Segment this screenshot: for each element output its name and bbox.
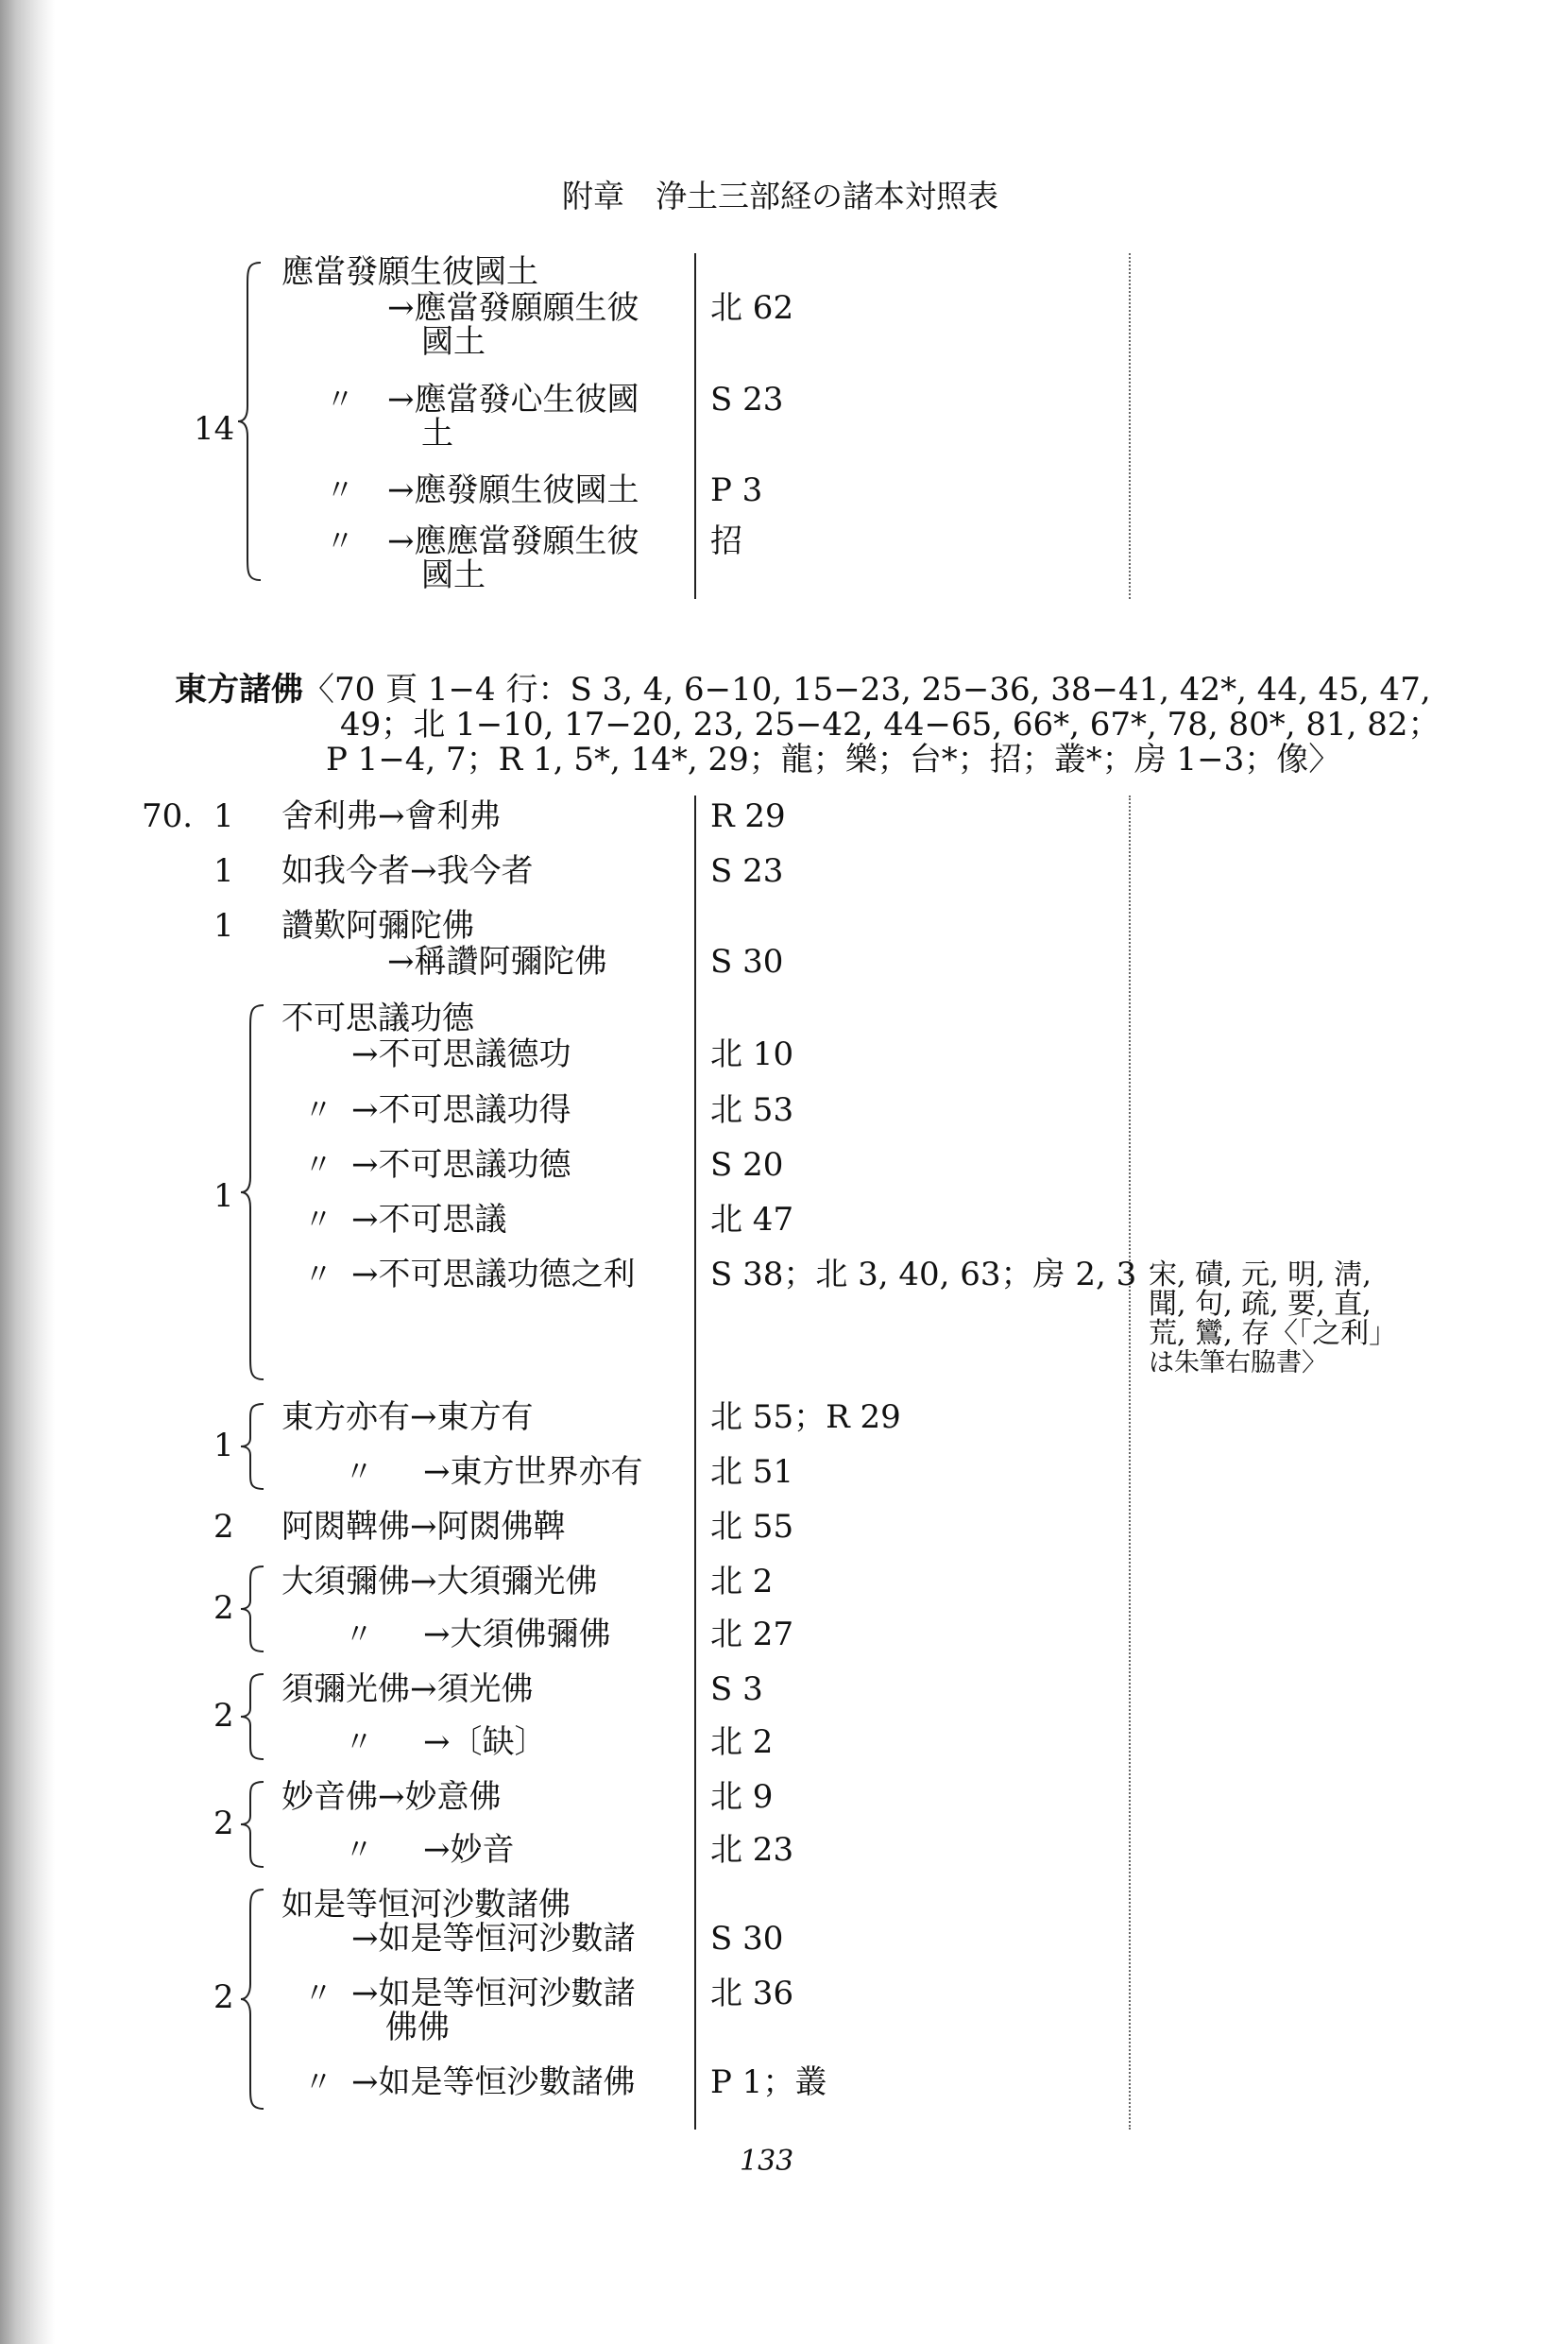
source-witness: 北 9 xyxy=(710,1778,774,1816)
ditto-mark: 〃 xyxy=(304,1977,332,2010)
page-number: 133 xyxy=(740,2145,794,2178)
variant-reading: 舍利弗→會利弗 xyxy=(281,797,502,835)
variant-reading-cont: 國土 xyxy=(421,556,486,594)
variant-reading: →不可思議功得 xyxy=(351,1091,571,1129)
source-witness: S 3 xyxy=(710,1670,763,1708)
source-witness: 北 36 xyxy=(710,1975,794,2012)
ditto-mark: 〃 xyxy=(326,525,354,558)
variant-reading: 妙音佛→妙意佛 xyxy=(281,1778,502,1816)
group-brace xyxy=(238,261,266,582)
group-number: 14 xyxy=(194,410,235,448)
variant-base: 如是等恒河沙數諸佛 xyxy=(281,1886,571,1924)
variant-base: 讚歎阿彌陀佛 xyxy=(281,907,474,945)
editorial-note: 宋, 磧, 元, 明, 淸, xyxy=(1149,1258,1372,1292)
source-witness: P 1；叢 xyxy=(710,2063,827,2101)
page-number-ref: 70. xyxy=(142,797,194,835)
ditto-mark: 〃 xyxy=(304,1149,332,1182)
variant-reading: →應應當發願生彼 xyxy=(387,522,639,560)
ditto-mark: 〃 xyxy=(326,384,354,417)
note-column-rule xyxy=(1129,796,1131,2130)
ditto-mark: 〃 xyxy=(304,1094,332,1127)
ditto-mark: 〃 xyxy=(304,1204,332,1237)
source-witness: 北 51 xyxy=(710,1453,794,1491)
source-witness: 招 xyxy=(710,522,742,560)
line-number: 2 xyxy=(213,1508,234,1546)
group-brace xyxy=(241,1672,269,1761)
ditto-mark: 〃 xyxy=(304,2066,332,2099)
source-witness: R 29 xyxy=(710,797,786,835)
line-number: 1 xyxy=(213,1177,234,1215)
source-witness: 北 62 xyxy=(710,289,794,327)
variant-reading: 如我今者→我今者 xyxy=(281,852,534,890)
source-witness: 北 10 xyxy=(710,1035,794,1073)
ditto-mark: 〃 xyxy=(345,1726,373,1759)
group-brace xyxy=(241,1003,269,1381)
source-witness: S 23 xyxy=(710,852,784,890)
source-witness: 北 55；R 29 xyxy=(710,1398,901,1436)
ditto-mark: 〃 xyxy=(345,1834,373,1867)
editorial-note: 荒, 鸞, 存〈「之利」 xyxy=(1149,1317,1398,1350)
source-witness: 北 55 xyxy=(710,1508,794,1546)
editorial-note: 聞, 句, 疏, 要, 直, xyxy=(1149,1288,1372,1321)
ditto-mark: 〃 xyxy=(326,474,354,507)
line-number: 1 xyxy=(213,797,234,835)
line-number: 1 xyxy=(213,852,234,890)
source-witness: 北 2 xyxy=(710,1563,774,1600)
variant-reading: →大須佛彌佛 xyxy=(423,1616,611,1653)
variant-reading: →〔缺〕 xyxy=(423,1723,547,1761)
source-column-rule-top xyxy=(694,253,696,599)
source-witness: 北 47 xyxy=(710,1201,794,1239)
variant-reading: 大須彌佛→大須彌光佛 xyxy=(281,1563,598,1600)
group-brace xyxy=(241,1402,269,1491)
section-witness-list: 〈70 頁 1−4 行：S 3, 4, 6−10, 15−23, 25−36, 38−41, 42*, 44, 45, 47, xyxy=(302,671,1431,709)
source-witness: S 30 xyxy=(710,1920,784,1958)
variant-reading: →稱讚阿彌陀佛 xyxy=(387,943,607,981)
line-number: 2 xyxy=(213,1697,234,1735)
variant-reading: →如是等恒河沙數諸 xyxy=(351,1975,636,2012)
variant-reading: 阿閦鞞佛→阿閦佛鞞 xyxy=(281,1508,566,1546)
line-number: 2 xyxy=(213,1978,234,2016)
section-witness-list: P 1−4, 7；R 1, 5*, 14*, 29；龍；樂；台*；招；叢*；房 1−3；像〉 xyxy=(326,741,1341,778)
source-witness: S 30 xyxy=(710,943,784,981)
editorial-note: は朱筆右脇書〉 xyxy=(1149,1348,1327,1377)
variant-reading: →妙音 xyxy=(423,1831,515,1869)
scan-edge-shadow xyxy=(0,0,55,2344)
variant-reading: →應當發願願生彼 xyxy=(387,289,639,327)
source-witness: P 3 xyxy=(710,471,763,509)
source-witness: 北 27 xyxy=(710,1616,794,1653)
variant-reading: →不可思議 xyxy=(351,1201,507,1239)
source-witness: S 20 xyxy=(710,1146,784,1184)
ditto-mark: 〃 xyxy=(345,1618,373,1651)
variant-base: 不可思議功德 xyxy=(281,1000,474,1037)
variant-reading: →不可思議功德 xyxy=(351,1146,571,1184)
variant-reading-cont: 佛佛 xyxy=(385,2009,450,2046)
line-number: 1 xyxy=(213,907,234,945)
ditto-mark: 〃 xyxy=(345,1456,373,1489)
variant-reading: →應當發心生彼國 xyxy=(387,381,639,419)
line-number: 2 xyxy=(213,1805,234,1842)
group-brace xyxy=(241,1565,269,1653)
source-witness: S 23 xyxy=(710,381,784,419)
variant-reading-cont: 土 xyxy=(421,415,453,453)
variant-reading: →應發願生彼國土 xyxy=(387,471,639,509)
variant-reading: →東方世界亦有 xyxy=(423,1453,643,1491)
variant-reading: →如是等恒沙數諸佛 xyxy=(351,2063,636,2101)
variant-reading: →不可思議德功 xyxy=(351,1035,571,1073)
line-number: 2 xyxy=(213,1589,234,1627)
line-number: 1 xyxy=(213,1427,234,1464)
note-column-rule-top xyxy=(1129,253,1131,599)
source-column-rule xyxy=(694,796,696,2130)
source-witness: 北 23 xyxy=(710,1831,794,1869)
source-witness: 北 53 xyxy=(710,1091,794,1129)
section-witness-list: 49；北 1−10, 17−20, 23, 25−42, 44−65, 66*, 67*, 78, 80*, 81, 82； xyxy=(340,706,1440,744)
group-brace xyxy=(241,1888,269,2111)
group-brace xyxy=(241,1780,269,1869)
source-witness: 北 2 xyxy=(710,1723,774,1761)
variant-base: 應當發願生彼國土 xyxy=(281,253,538,291)
ditto-mark: 〃 xyxy=(304,1258,332,1292)
section-title: 東方諸佛 xyxy=(175,671,303,709)
variant-reading: →不可思議功德之利 xyxy=(351,1256,636,1293)
variant-reading: →如是等恒河沙數諸 xyxy=(351,1920,636,1958)
variant-reading: 東方亦有→東方有 xyxy=(281,1398,534,1436)
source-witness: S 38；北 3, 40, 63；房 2, 3 xyxy=(710,1256,1137,1293)
running-header: 附章 浄土三部経の諸本対照表 xyxy=(562,178,998,214)
variant-reading: 須彌光佛→須光佛 xyxy=(281,1670,534,1708)
variant-reading-cont: 國土 xyxy=(421,323,486,361)
